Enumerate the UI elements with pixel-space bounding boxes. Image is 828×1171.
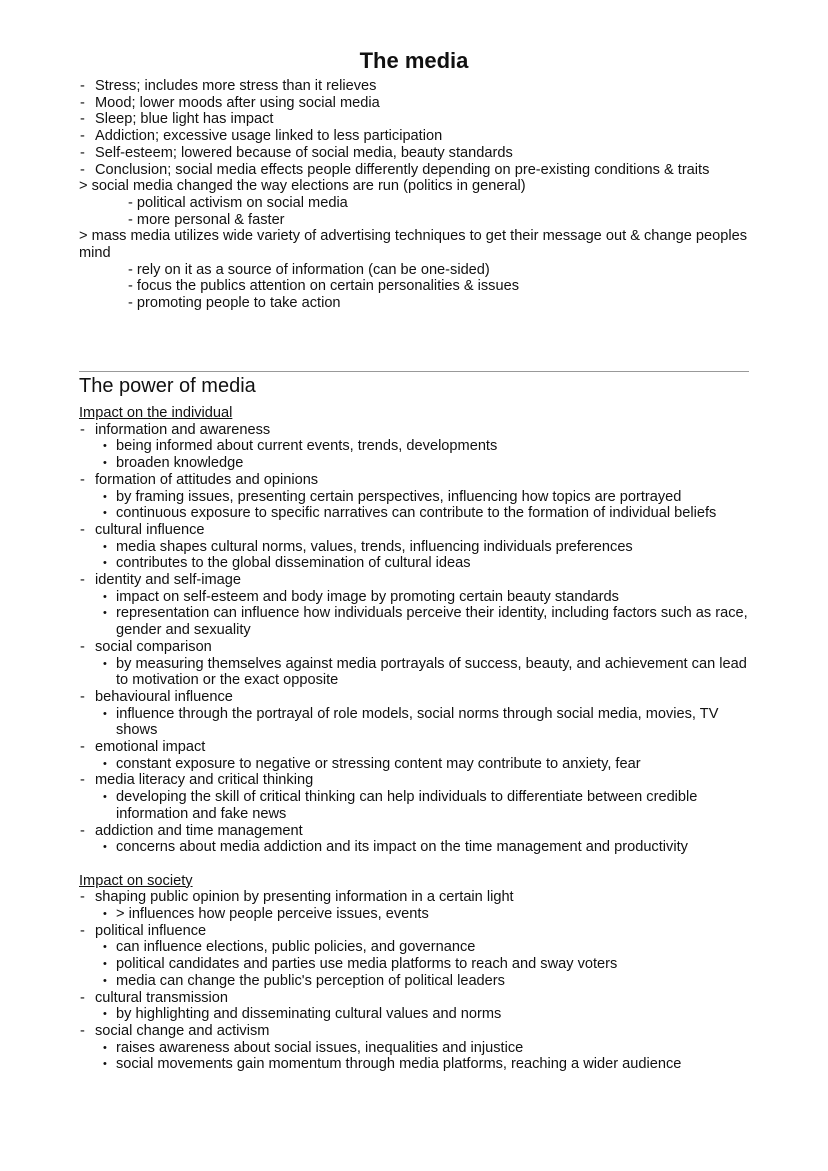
indented-item: - political activism on social media [128, 194, 348, 211]
spacer [79, 856, 751, 873]
list-item: - formation of attitudes and opinions [79, 472, 751, 489]
list-item: - information and awareness [79, 422, 751, 439]
media-effects-list [79, 78, 751, 312]
list-item: - media literacy and critical thinking [79, 772, 751, 789]
list-item: - behavioural influence [79, 689, 751, 706]
list-item: - identity and self-image [79, 572, 751, 589]
list-item: - cultural influence [79, 522, 751, 539]
sub-list-item: • social movements gain momentum through media platforms, reaching a wider audience [79, 1056, 751, 1073]
list-item: - addiction and time management [79, 823, 751, 840]
note-line: > mass media utilizes wide variety of advertising techniques to get their message out & change peoples mind [79, 228, 748, 262]
list-item: - Addiction; excessive usage linked to less participation [79, 128, 751, 145]
sub-list-item: • broaden knowledge [79, 455, 751, 472]
list-item: - Sleep; blue light has impact [79, 111, 751, 128]
list-item: - Conclusion; social media effects people differently depending on pre-existing conditions & traits [79, 162, 751, 179]
sub-list-item: • political candidates and parties use media platforms to reach and sway voters [79, 956, 751, 973]
sub-list-item: • being informed about current events, trends, developments [79, 438, 751, 455]
list-item: - emotional impact [79, 739, 751, 756]
sub-list-item: • > influences how people perceive issues, events [79, 906, 751, 923]
sub-list-item: • impact on self-esteem and body image by promoting certain beauty standards [79, 589, 751, 606]
sub-list-item: • by measuring themselves against media portrayals of success, beauty, and achievement can lead to motivation or the exact opposite [79, 656, 751, 689]
sub-list-item: • continuous exposure to specific narratives can contribute to the formation of individual beliefs [79, 505, 751, 522]
list-item: - cultural transmission [79, 990, 751, 1007]
list-item: - Mood; lower moods after using social media [79, 95, 751, 112]
sub-list-item: • media can change the public's perception of political leaders [79, 973, 751, 990]
indented-item: - more personal & faster [128, 211, 285, 228]
subsection-heading: Impact on the individual [79, 405, 233, 421]
sub-list-item: • constant exposure to negative or stressing content may contribute to anxiety, fear [79, 756, 751, 773]
list-item: - political influence [79, 923, 751, 940]
section-divider [79, 371, 749, 372]
list-item: - Stress; includes more stress than it relieves [79, 78, 751, 95]
sub-list-item: • can influence elections, public policies, and governance [79, 939, 751, 956]
power-of-media-list [79, 405, 751, 1073]
sub-list-item: • representation can influence how individuals perceive their identity, including factors such as race, gender and sexuality [79, 605, 751, 638]
page-title: The media [359, 48, 469, 73]
sub-list-item: • concerns about media addiction and its impact on the time management and productivity [79, 839, 751, 856]
sub-list-item: • by framing issues, presenting certain perspectives, influencing how topics are portrayed [79, 489, 751, 506]
section-title: The power of media [79, 375, 256, 397]
list-item: - Self-esteem; lowered because of social media, beauty standards [79, 145, 751, 162]
sub-list-item: • by highlighting and disseminating cultural values and norms [79, 1006, 751, 1023]
indented-item: - promoting people to take action [128, 295, 341, 312]
subsection-heading: Impact on society [79, 872, 193, 889]
indented-item: - focus the publics attention on certain personalities & issues [128, 278, 520, 295]
list-item: - social comparison [79, 639, 751, 656]
sub-list-item: • media shapes cultural norms, values, trends, influencing individuals preferences [79, 539, 751, 556]
sub-list-item: • raises awareness about social issues, inequalities and injustice [79, 1040, 751, 1057]
note-line: > social media changed the way elections are run (politics in general) [79, 178, 526, 195]
indented-item: - rely on it as a source of information (can be one-sided) [128, 261, 490, 278]
sub-list-item: • influence through the portrayal of role models, social norms through social media, movies, TV shows [79, 706, 751, 739]
list-item: - shaping public opinion by presenting information in a certain light [79, 889, 751, 906]
list-item: - social change and activism [79, 1023, 751, 1040]
sub-list-item: • contributes to the global dissemination of cultural ideas [79, 555, 751, 572]
sub-list-item: • developing the skill of critical thinking can help individuals to differentiate between credible information and fake news [79, 789, 751, 822]
